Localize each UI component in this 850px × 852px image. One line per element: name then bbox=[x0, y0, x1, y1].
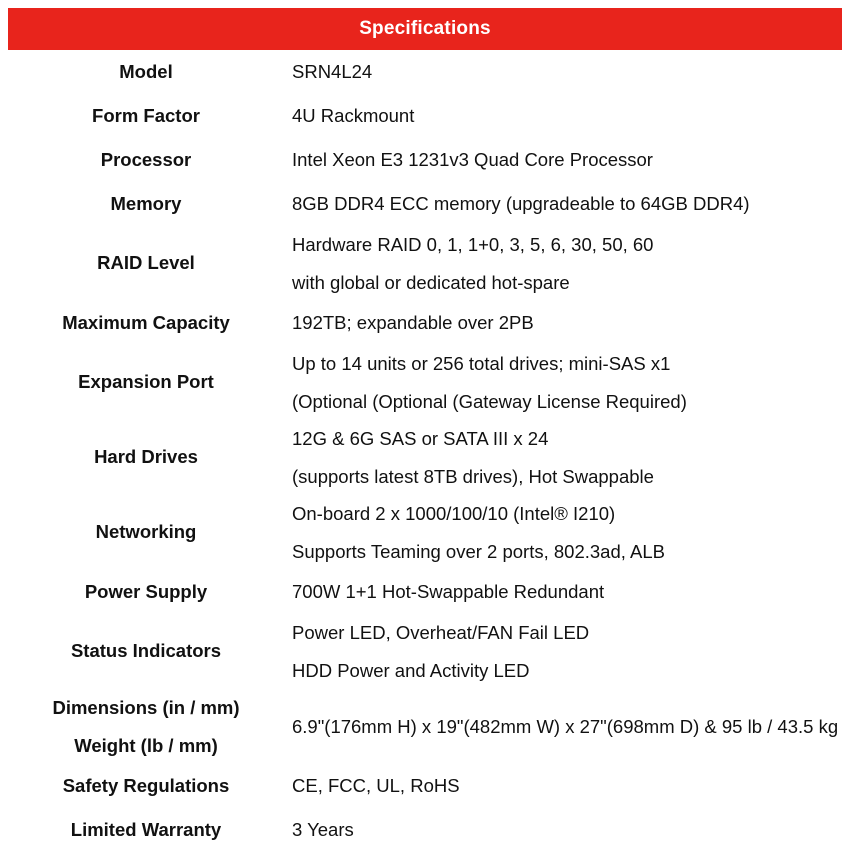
spec-value: 4U Rackmount bbox=[292, 105, 415, 126]
spec-row-maximum-capacity bbox=[0, 301, 850, 345]
spec-row-safety-regulations bbox=[0, 764, 850, 808]
spec-label: Networking bbox=[95, 521, 197, 543]
spec-value-line-1: Hardware RAID 0, 1, 1+0, 3, 5, 6, 30, 50, 60 bbox=[292, 234, 654, 255]
spec-value-line-2: HDD Power and Activity LED bbox=[292, 659, 530, 681]
spec-value: 3 Years bbox=[292, 819, 354, 840]
spec-value-line-2: (Optional (Optional (Gateway License Required) bbox=[292, 390, 687, 412]
spec-row-hard-drives bbox=[0, 420, 850, 495]
spec-row-networking bbox=[0, 495, 850, 570]
spec-label: Processor bbox=[100, 148, 192, 170]
spec-value-line-2: with global or dedicated hot-spare bbox=[292, 271, 570, 293]
spec-value: 192TB; expandable over 2PB bbox=[292, 312, 534, 333]
spec-label: Limited Warranty bbox=[70, 818, 222, 840]
spec-value-line-1: On-board 2 x 1000/100/10 (Intel® I210) bbox=[292, 503, 616, 524]
spec-value-line-2: (supports latest 8TB drives), Hot Swappable bbox=[292, 465, 654, 487]
spec-label: Model bbox=[119, 60, 173, 82]
spec-row-dimensions-weight bbox=[0, 689, 850, 764]
spec-value: SRN4L24 bbox=[292, 61, 373, 82]
spec-value-line-1: 12G & 6G SAS or SATA III x 24 bbox=[292, 428, 549, 449]
spec-value: 8GB DDR4 ECC memory (upgradeable to 64GB DDR4) bbox=[292, 193, 750, 214]
spec-label: Power Supply bbox=[84, 580, 208, 602]
spec-label-dimensions: Dimensions (in / mm) bbox=[52, 697, 240, 718]
spec-row-processor bbox=[0, 138, 850, 182]
specifications-header bbox=[8, 8, 842, 50]
spec-row-expansion-port bbox=[0, 345, 850, 420]
spec-label: Memory bbox=[110, 192, 182, 214]
spec-label: Form Factor bbox=[92, 104, 200, 126]
spec-value: 6.9"(176mm H) x 19"(482mm W) x 27"(698mm D) & 95 lb / 43.5 kg bbox=[292, 715, 839, 737]
spec-value-line-1: Power LED, Overheat/FAN Fail LED bbox=[292, 622, 590, 643]
spec-row-memory bbox=[0, 182, 850, 226]
spec-value-line-2: Supports Teaming over 2 ports, 802.3ad, ALB bbox=[292, 540, 665, 562]
spec-label-weight: Weight (lb / mm) bbox=[74, 734, 218, 756]
spec-row-raid-level bbox=[0, 226, 850, 301]
spec-value-line-1: Up to 14 units or 256 total drives; mini-SAS x1 bbox=[292, 353, 671, 374]
spec-row-form-factor bbox=[0, 94, 850, 138]
spec-value: 700W 1+1 Hot-Swappable Redundant bbox=[292, 581, 605, 602]
spec-label-stack bbox=[0, 689, 292, 764]
spec-row-power-supply bbox=[0, 570, 850, 614]
spec-value: CE, FCC, UL, RoHS bbox=[292, 775, 460, 796]
spec-label: Expansion Port bbox=[78, 371, 214, 393]
spec-row-limited-warranty bbox=[0, 808, 850, 852]
spec-label: Status Indicators bbox=[70, 640, 222, 662]
spec-label: RAID Level bbox=[97, 252, 195, 274]
spec-row-status-indicators bbox=[0, 614, 850, 689]
spec-label: Hard Drives bbox=[94, 446, 198, 468]
header-title: Specifications bbox=[359, 18, 491, 39]
spec-row-model bbox=[0, 50, 850, 94]
spec-label: Maximum Capacity bbox=[62, 311, 230, 333]
specifications-table bbox=[0, 50, 850, 852]
spec-label: Safety Regulations bbox=[62, 774, 230, 796]
spec-value: Intel Xeon E3 1231v3 Quad Core Processor bbox=[292, 149, 653, 170]
